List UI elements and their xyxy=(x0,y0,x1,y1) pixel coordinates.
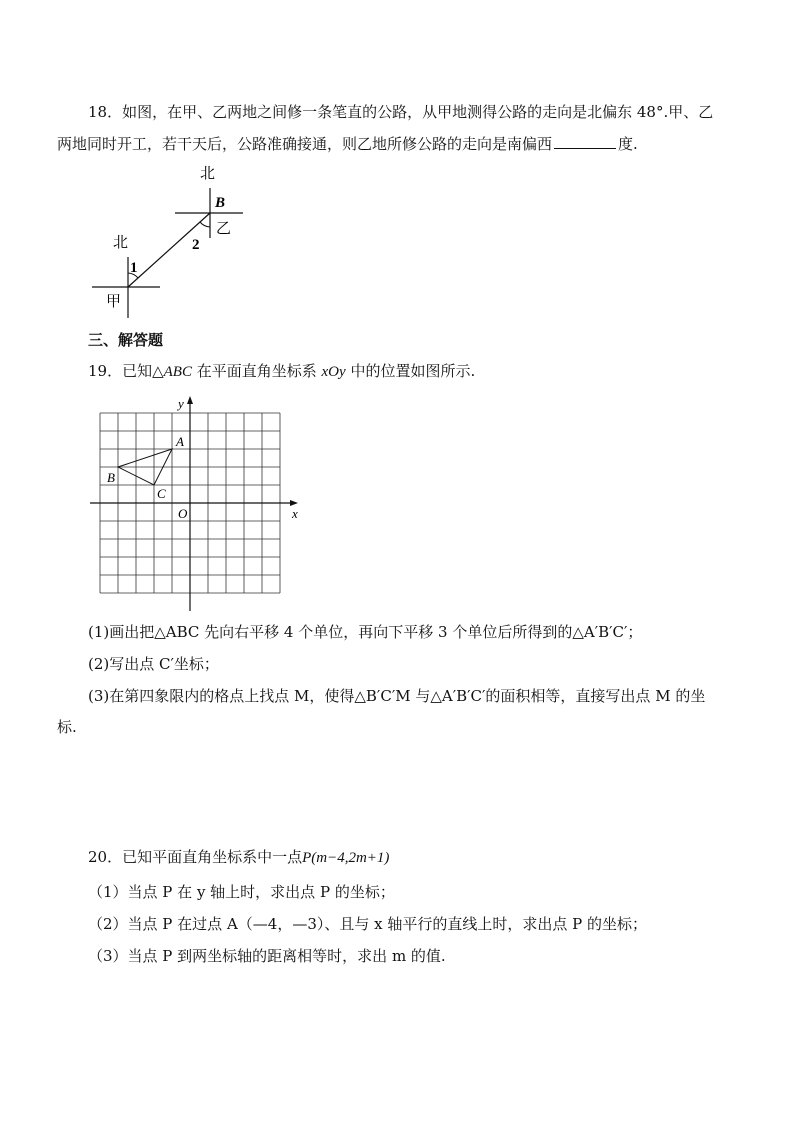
q18-figure xyxy=(80,160,280,320)
q19-stem-c: 中的位置如图所示. xyxy=(345,362,476,380)
q19-stem-b: 在平面直角坐标系 xyxy=(191,362,322,380)
answer-blank xyxy=(554,134,616,149)
q20-part-2: （2）当点 P 在过点 A（—4，—3）、且与 x 轴平行的直线上时，求出点 P 的坐标； xyxy=(88,915,647,933)
q19-triangle: △ABC xyxy=(152,364,192,380)
jia-label: 甲 xyxy=(106,294,122,310)
point-b-label: B xyxy=(107,470,115,485)
angle-2-arc xyxy=(200,222,210,227)
point-b-label: B xyxy=(215,195,226,211)
q20-point-p: P(m−4,2m+1) xyxy=(302,850,390,866)
q18-line-2-end: 度. xyxy=(618,135,638,153)
q20-part-3: （3）当点 P 到两坐标轴的距离相等时，求出 m 的值. xyxy=(88,947,446,965)
y-axis-arrow xyxy=(187,396,193,404)
point-a-label: A xyxy=(176,434,184,449)
q20-stem xyxy=(88,847,389,868)
q20-stem-text: 20．已知平面直角坐标系中一点 xyxy=(88,848,303,866)
q19-part-2: (2)写出点 C′坐标； xyxy=(88,655,219,673)
angle-2-label: 2 xyxy=(192,237,200,253)
q18-line-1: 18．如图，在甲、乙两地之间修一条笔直的公路，从甲地测得公路的走向是北偏东 48°.甲、乙 xyxy=(88,103,714,121)
angle-1-label: 1 xyxy=(130,260,138,276)
q18-line-2-text: 两地同时开工，若干天后，公路准确接通，则乙地所修公路的走向是南偏西 xyxy=(57,135,553,153)
origin-label: O xyxy=(178,506,188,521)
q19-coordinate-grid xyxy=(88,393,308,618)
q18-line-2 xyxy=(57,134,638,154)
north-label-top: 北 xyxy=(200,166,216,182)
point-c-label: C xyxy=(157,486,166,501)
section-heading: 三、解答题 xyxy=(88,331,164,349)
north-label-left: 北 xyxy=(113,235,129,251)
q19-xoy: xOy xyxy=(321,364,346,380)
q19-stem-a: 19．已知 xyxy=(88,362,153,380)
q19-stem xyxy=(88,361,475,382)
q19-part-3-line-1: (3)在第四象限内的格点上找点 M，使得△B′C′M 与△A′B′C′的面积相等，直接写出点 M 的坐 xyxy=(88,687,706,705)
x-axis-label: x xyxy=(292,506,298,521)
q20-part-1: （1）当点 P 在 y 轴上时，求出点 P 的坐标； xyxy=(88,883,395,901)
q19-part-3-line-2: 标. xyxy=(57,718,77,736)
yi-label: 乙 xyxy=(216,221,232,237)
y-axis-label: y xyxy=(178,396,184,411)
q19-part-1: (1)画出把△ABC 先向右平移 4 个单位，再向下平移 3 个单位后所得到的△A′B′C′； xyxy=(88,623,643,641)
